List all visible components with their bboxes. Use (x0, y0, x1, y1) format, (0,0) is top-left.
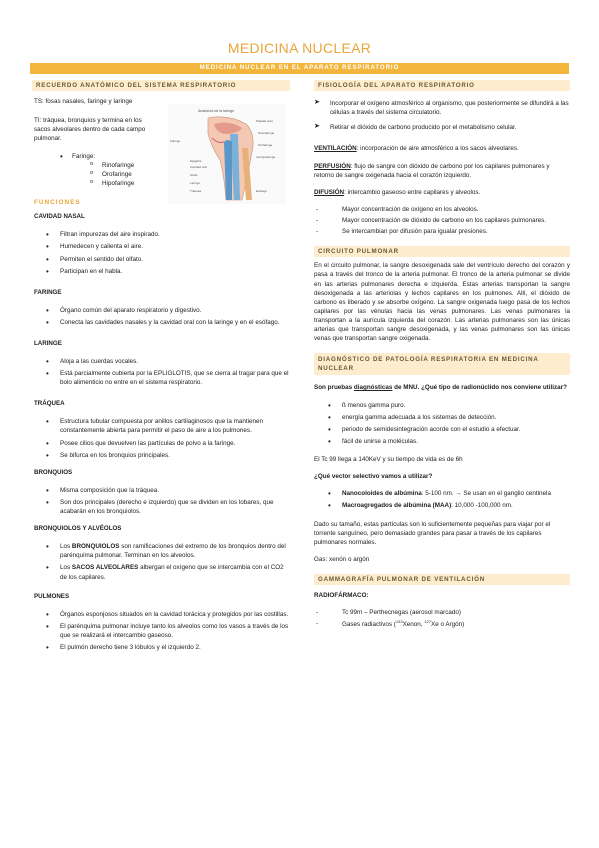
list-item: - Mayor concentración de dióxido de carbono en los capilares pulmonares. (314, 216, 570, 225)
list-item: • Permiten el sentido del olfato. (32, 255, 290, 264)
dado-paragraph: Dado su tamaño, estas partículas son lo suficientemente pequeñas para viajar por el torrente sanguíneo, pero demasiado grandes para pasar a través de los capilares pulmonares normales. (314, 520, 551, 546)
arrow-bullet-icon: ➤ (314, 99, 320, 106)
left-column (32, 80, 290, 655)
traquea-heading: TRÁQUEA (34, 400, 65, 408)
list-item: • Nanocoloides de albúmina: 5-100 nm. → Se usan en el ganglio centinela (314, 489, 570, 498)
vector-question: ¿Qué vector selectivo vamos a utilizar? (314, 473, 433, 481)
arrow-bullet-icon: ➤ (314, 123, 320, 131)
list-item: • Aloja a las cuerdas vocales. (32, 357, 290, 366)
arrow-right-icon: → (455, 490, 462, 498)
laringe-list (32, 357, 290, 387)
ts-text: TS: fosas nasales, faringe y laringe (34, 98, 133, 105)
difusion-def: DIFUSIÓN: intercambio gaseoso entre capilares y alveolos. (314, 188, 481, 196)
laringe-heading: LARINGE (34, 340, 62, 347)
list-item: • fácil de unirse a moléculas. (314, 437, 570, 446)
list-item: • Está parcialmente cubierta por la EPLIGLOTIS, que se cierra al tragar para que el bolo alimenticio no entre en el sistema respiratorio. (32, 369, 290, 387)
ventilacion-def: VENTILACIÓN: incorporación de aire atmosférico a los sacos alveolares. (314, 145, 519, 153)
bronquiolos-heading: BRONQUIOLOS Y ALVÉOLOS (34, 525, 122, 533)
faringe-list (32, 306, 290, 327)
circuito-paragraph: En el circuito pulmonar, la sangre desoxigenada sale del ventrículo derecho del corazón y pasa a través del tronco de la arteria pulmonar. El tronco de la arteria pulmonar se divide en las arterias pulmonares derecha e izquierda. Estas arterias transportan la sangre desoxigenada a las arteriolas y lechos capilares en los pulmones. Allí, el dióxido de carbono es liberado y se absorbe oxígeno. La sangre oxigenada luego pasa de los lechos capilares por las vénulas hacia las venas pulmonares. Las venas pulmonares la transportan a la aurícula izquierda del corazón. Las arterias pulmonares son las únicas arterias que transportan sangre desoxigenada, y las venas pulmonares son las únicas venas que transportan sangre oxigenada. (314, 262, 570, 343)
list-item: • energía gamma adecuada a los sistemas de detección. (314, 413, 570, 422)
list-item: • Se bifurca en los bronquios principales. (32, 451, 290, 460)
pulmones-heading: PULMONES (34, 592, 70, 600)
funciones-heading: FUNCIONES (34, 199, 81, 206)
fisiologia-list (314, 99, 570, 132)
cavidad-heading: CAVIDAD NASAL (34, 213, 85, 221)
bronquiolos-list (32, 542, 290, 582)
label-esofago: Esófago (256, 189, 268, 193)
list-item: • ß menos gamma puro. (314, 401, 570, 410)
list-item: - Tc 99m – Perthecnegas (aerosol marcado) (314, 608, 570, 617)
label-nasofaringe: Nasofaringe (258, 131, 275, 135)
radiofarmaco-label: RADIOFÁRMACO: (314, 592, 369, 599)
cavidad-list (32, 230, 290, 276)
list-item: - Se intercambian por difusión para igualar presiones. (314, 227, 570, 236)
faringe-intro: • Faringe: (60, 151, 96, 161)
gas-line: Gas: xenón o argón (314, 555, 370, 563)
radionuclido-list (314, 401, 570, 447)
list-item: ➤ Incorporar el oxígeno atmosférico al organismo, que posteriormente se difundirá a las células a través del sistema circulatorio. (314, 99, 569, 117)
diagnostico-heading: DIAGNÓSTICO DE PATOLOGÍA RESPIRATORIA EN MEDICINA NUCLEAR (314, 353, 570, 375)
bronquios-heading: BRONQUIOS (34, 468, 73, 476)
label-laringofaringe: Laringofaringe (256, 155, 276, 159)
label-glotis: Glotis (190, 173, 198, 177)
pulmones-list (32, 610, 290, 653)
bronquios-list (32, 486, 290, 516)
label-faringe: Faringe (170, 139, 181, 143)
figure-title: Anatomía de la faringe (198, 109, 235, 113)
list-item: • El pulmón derecho tiene 3 lóbulos y el izquierdo 2. (32, 643, 290, 652)
traquea-list (32, 417, 290, 460)
diagnostico-question: Son pruebas diagnósticas de MNU. ¿Qué tipo de radionúclido nos conviene utilizar? (314, 384, 567, 392)
list-item: o Rinofaringe (90, 161, 290, 170)
difusion-list (314, 205, 570, 236)
ti-text: TI: tráquea, bronquios y termina en los sacos alveolares dentro de cada campo pulmonar. (34, 117, 146, 143)
list-item: • Órgano común del aparato respiratorio y digestivo. (32, 306, 290, 315)
recuerdo-heading: RECUERDO ANATÓMICO DEL SISTEMA RESPIRATORIO (32, 80, 290, 91)
list-item: • Humedecen y calienta el aire. (32, 242, 290, 251)
gammagrafia-heading: GAMMAGRAFÍA PULMONAR DE VENTILACIÓN (314, 574, 570, 585)
right-column (314, 80, 570, 631)
list-item: • Son dos principales (derecho e izquierdo) que se dividen en los lobares, que acabarán en los bronquiolos. (32, 498, 290, 516)
label-epiglotis: Epiglotis (190, 159, 202, 163)
vector-list (314, 489, 570, 510)
label-traquea: Tráquea (190, 189, 202, 193)
list-item: • Posee cilios que devuelven las partículas de polvo a la faringe. (32, 439, 290, 448)
fisiologia-heading: FISIOLOGÍA DEL APARATO RESPIRATORIO (314, 80, 570, 91)
radiofarmaco-list (314, 608, 570, 629)
faringe-parts-list (90, 161, 290, 188)
list-item: • Participan en el habla. (32, 267, 290, 276)
circuito-heading: CIRCUITO PULMONAR (314, 246, 570, 257)
faringe-label: Faringe: (72, 152, 96, 160)
list-item: • Filtran impurezas del aire inspirado. (32, 230, 290, 239)
label-laringe: Laringe (190, 181, 201, 185)
list-item: • Macroagregados de albúmina (MAA): 10,000 -100,000 nm. (314, 501, 570, 510)
list-item: • periodo de semidesintegración acorde con el estudio a efectuar. (314, 425, 570, 434)
list-item: • Órganos esponjosos situados en la cavidad torácica y protegidos por las costillas. (32, 610, 290, 619)
section-banner: MEDICINA NUCLEAR EN EL APARATO RESPIRATORIO (30, 63, 569, 74)
list-item: o Orofaringe (90, 170, 290, 179)
list-item: ➤ Retirar el dióxido de carbono producido por el metabolismo celular. (314, 123, 517, 132)
list-item: • El parénquima pulmonar incluye tanto los alveolos como los vasos a través de los que se realizará el intercambio gaseoso. (32, 622, 290, 640)
list-item: • Conecta las cavidades nasales y la cavidad oral con la laringe y en el esófago. (32, 318, 290, 327)
label-orofaringe: Orofaringe (258, 143, 273, 147)
label-cavidad-oral: Cavidad oral (190, 165, 207, 169)
list-item: • Estructura tubular compuesta por anillos cartilaginosos que la mantienen constantemente abierta para permitir el paso de aire a los pulmones. (32, 417, 290, 435)
label-paladar: Paladar duro (256, 119, 274, 123)
faringe-heading: FARINGE (34, 288, 62, 296)
list-item: o Hipofaringe (90, 179, 290, 188)
list-item: • Misma composición que la tráquea. (32, 486, 290, 495)
list-item: • Los SACOS ALVEOLARES albergan el oxígeno que se intercambia con el CO2 de los capilares. (32, 563, 290, 581)
list-item: - Gases radiactivos ($^{133}$Xenon, $^{127}$Xe o Argón) (314, 619, 570, 629)
tc-line: El Tc 99 llega a 140KeV y su tiempo de vida es de 6h (314, 456, 463, 463)
list-item: • Los BRONQUIOLOS son ramificaciones del extremo de los bronquios dentro del parénquima pulmonar. Terminan en los alveolos. (32, 542, 290, 560)
perfusion-def: PERFUSIÓN: flujo de sangre con dióxido de carbono por los capilares pulmonares y retorno de sangre oxigenada hacia el corazón izquierdo. (314, 162, 550, 179)
list-item: - Mayor concentración de oxígeno en los alveolos. (314, 205, 570, 214)
document-title: MEDICINA NUCLEAR (227, 40, 372, 56)
